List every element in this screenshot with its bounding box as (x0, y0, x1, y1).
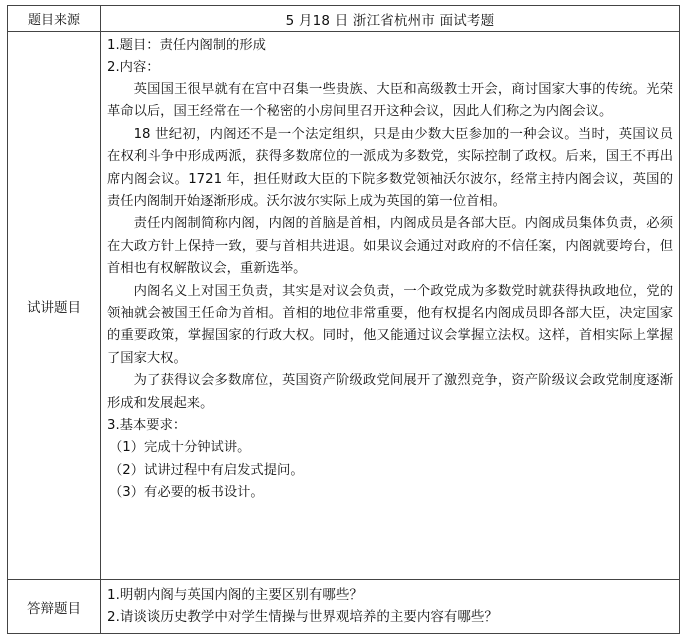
defense-label: 答辩题目 (8, 580, 101, 634)
paragraph: 内阁名义上对国王负责，其实是对议会负责，一个政党成为多数党时就获得执政地位，党的领袖就会被国王任命为首相。首相的地位非常重要，他有权提名内阁成员即各部大臣，决定国家的重要政策，掌握国家的行政大权。同时，他又能通过议会掌握立法权。这样，首相实际上掌握了国家大权。 (107, 283, 673, 366)
defense-question: 2.请谈谈历史教学中对学生情操与世界观培养的主要内容有哪些？ (107, 609, 498, 625)
requirement-item: （1）完成十分钟试讲。 (109, 440, 251, 456)
lecture-label: 试讲题目 (8, 32, 101, 580)
lecture-content (101, 32, 680, 580)
paragraph: 18 世纪初，内阁还不是一个法定组织，只是由少数大臣参加的一种会议。当时，英国议员在权利斗争中形成两派，获得多数席位的一派成为多数党，实际控制了政权。后来，国王不再出席内阁会议。1721 年，担任财政大臣的下院多数党领袖沃尔波尔，经常主持内阁会议，英国的责任内阁制开始逐渐形成。沃尔波尔实际上成为英国的第一位首相。 (107, 126, 673, 210)
date-prefix: 5 月 (285, 12, 313, 29)
exam-table (7, 5, 680, 634)
content-heading: 2.内容： (107, 60, 160, 75)
date-day: 18 (312, 12, 331, 29)
lecture-row (8, 32, 680, 580)
paragraph: 为了获得议会多数席位，英国资产阶级政党间展开了激烈竞争，资产阶级议会政党制度逐渐形成和发展起来。 (107, 373, 673, 411)
requirement-item: （3）有必要的板书设计。 (109, 484, 264, 500)
defense-question: 1.明朝内阁与英国内阁的主要区别有哪些？ (107, 587, 363, 603)
requirements-heading: 3.基本要求： (107, 418, 187, 434)
defense-content (101, 580, 680, 634)
date-suffix: 日 浙江省杭州市 面试考题 (334, 12, 495, 29)
defense-row (8, 580, 680, 634)
exam-title (101, 6, 680, 32)
source-label: 题目来源 (8, 6, 101, 32)
lecture-topic: 1.题目：责任内阁制的形成 (107, 38, 266, 53)
header-row (8, 6, 680, 32)
requirement-item: （2）试讲过程中有启发式提问。 (109, 462, 304, 478)
paragraph: 英国国王很早就有在宫中召集一些贵族、大臣和高级教士开会，商讨国家大事的传统。光荣革命以后，国王经常在一个秘密的小房间里召开这种会议，因此人们称之为内阁会议。 (107, 82, 673, 120)
paragraph: 责任内阁制简称内阁，内阁的首脑是首相，内阁成员是各部大臣。内阁成员集体负责，必须在大政方针上保持一致，要与首相共进退。如果议会通过对政府的不信任案，内阁就要垮台，但首相也有权解散议会，重新选举。 (107, 216, 673, 277)
